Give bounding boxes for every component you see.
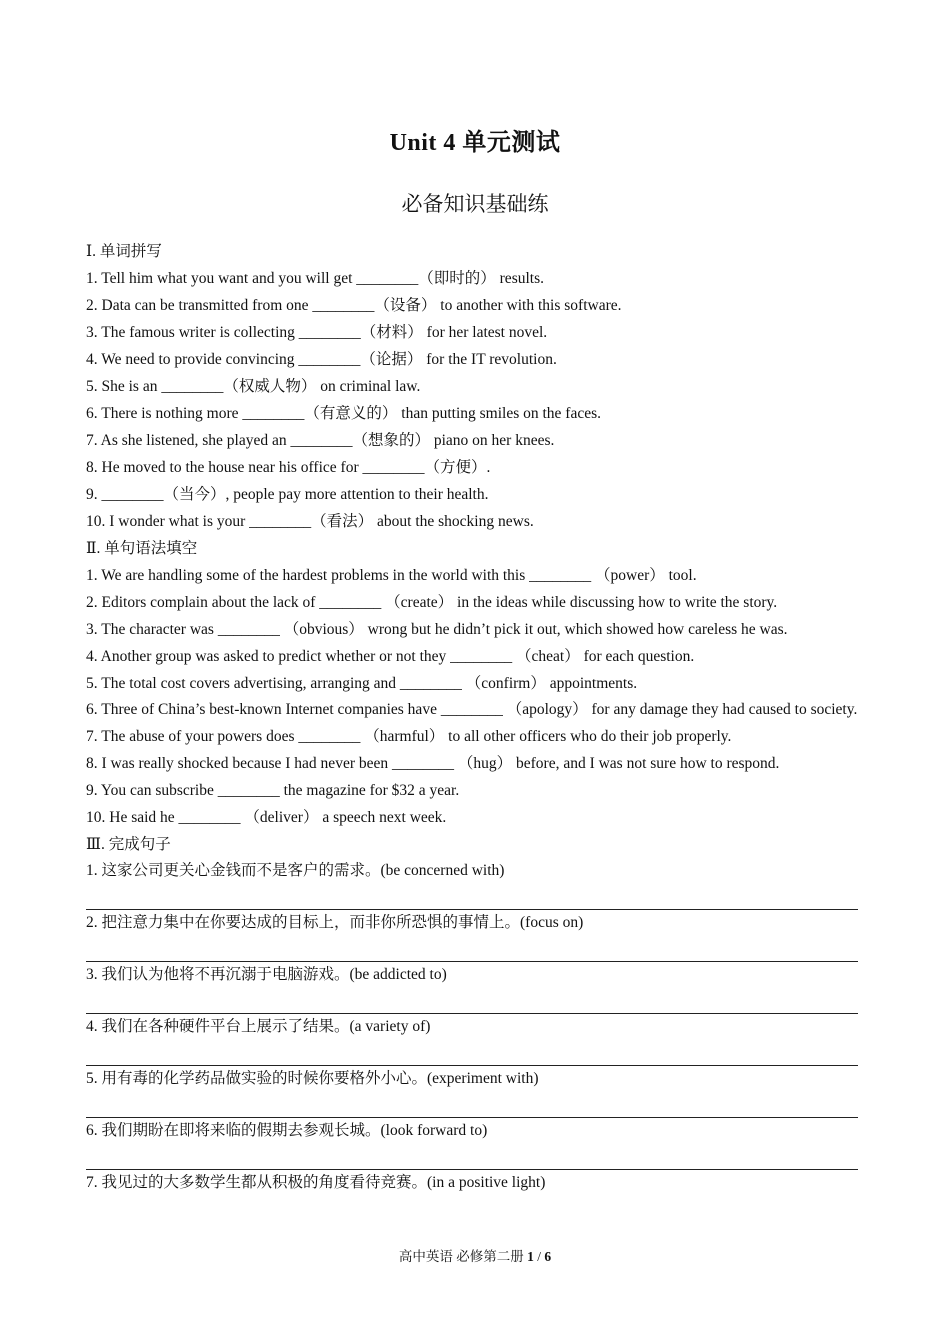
s1-question: 1. Tell him what you want and you will get ________（即时的） results.: [86, 270, 544, 287]
s1-question: 5. She is an ________（权威人物） on criminal law.: [86, 378, 421, 395]
s1-question: 2. Data can be transmitted from one ________（设备） to another with this software.: [86, 297, 622, 314]
s2-question: 1. We are handling some of the hardest problems in the world with this ________ （power） tool.: [86, 567, 697, 584]
s3-question: 3. 我们认为他将不再沉溺于电脑游戏。(be addicted to): [86, 966, 447, 983]
s3-question: 4. 我们在各种硬件平台上展示了结果。(a variety of): [86, 1018, 431, 1035]
s1-question: 4. We need to provide convincing ________（论据） for the IT revolution.: [86, 351, 557, 368]
page-footer: [0, 1245, 950, 1265]
footer-page-total: 6: [544, 1249, 552, 1264]
s3-question: 1. 这家公司更关心金钱而不是客户的需求。(be concerned with): [86, 862, 505, 879]
s3-question: 6. 我们期盼在即将来临的假期去参观长城。(look forward to): [86, 1122, 488, 1139]
exercise-content: [86, 238, 876, 1196]
page-title: Unit 4 单元测试: [389, 130, 561, 156]
s1-question: 7. As she listened, she played an ________（想象的） piano on her knees.: [86, 432, 555, 449]
s2-question: 5. The total cost covers advertising, arranging and ________ （confirm） appointments.: [86, 675, 638, 692]
s2-question: 10. He said he ________ （deliver） a speech next week.: [86, 809, 447, 826]
s1-question: 10. I wonder what is your ________（看法） about the shocking news.: [86, 513, 534, 530]
s2-question: 6. Three of China’s best-known Internet companies have ________ （apology） for any damage they had caused to society.: [86, 701, 858, 718]
s1-question: 6. There is nothing more ________（有意义的） than putting smiles on the faces.: [86, 405, 602, 422]
s1-question: 9. ________（当今）, people pay more attention to their health.: [86, 486, 489, 503]
answer-line[interactable]: [86, 988, 858, 1014]
footer-separator: /: [537, 1249, 541, 1264]
s2-question: 3. The character was ________ （obvious） wrong but he didn’t pick it out, which showed how careless he was.: [86, 621, 788, 638]
s1-question: 8. He moved to the house near his office for ________（方便）.: [86, 459, 491, 476]
footer-page-number: 1: [527, 1249, 534, 1264]
answer-line[interactable]: [86, 1092, 858, 1118]
s3-question: 2. 把注意力集中在你要达成的目标上，而非你所恐惧的事情上。(focus on): [86, 914, 584, 931]
s3-question: 7. 我见过的大多数学生都从积极的角度看待竞赛。(in a positive light): [86, 1174, 546, 1191]
s2-question: 2. Editors complain about the lack of ________ （create） in the ideas while discussing how to write the story.: [86, 594, 778, 611]
s2-question: 9. You can subscribe ________ the magazine for $32 a year.: [86, 782, 460, 799]
answer-line[interactable]: [86, 1040, 858, 1066]
section-3-heading: Ⅲ. 完成句子: [86, 836, 171, 853]
answer-line[interactable]: [86, 1144, 858, 1170]
answer-line[interactable]: [86, 936, 858, 962]
s3-question: 5. 用有毒的化学药品做实验的时候你要格外小心。(experiment with): [86, 1070, 539, 1087]
s2-question: 4. Another group was asked to predict whether or not they ________ （cheat） for each question.: [86, 648, 695, 665]
answer-line[interactable]: [86, 884, 858, 910]
footer-course: 高中英语 必修第二册: [398, 1249, 524, 1264]
section-1-heading: Ⅰ. 单词拼写: [86, 243, 162, 260]
s2-question: 8. I was really shocked because I had never been ________ （hug） before, and I was not sure how to respond.: [86, 755, 780, 772]
section-2-heading: Ⅱ. 单句语法填空: [86, 540, 198, 557]
s1-question: 3. The famous writer is collecting ________（材料） for her latest novel.: [86, 324, 548, 341]
s2-question: 7. The abuse of your powers does ________ （harmful） to all other officers who do their job properly.: [86, 728, 732, 745]
page-subtitle: 必备知识基础练: [401, 192, 549, 216]
